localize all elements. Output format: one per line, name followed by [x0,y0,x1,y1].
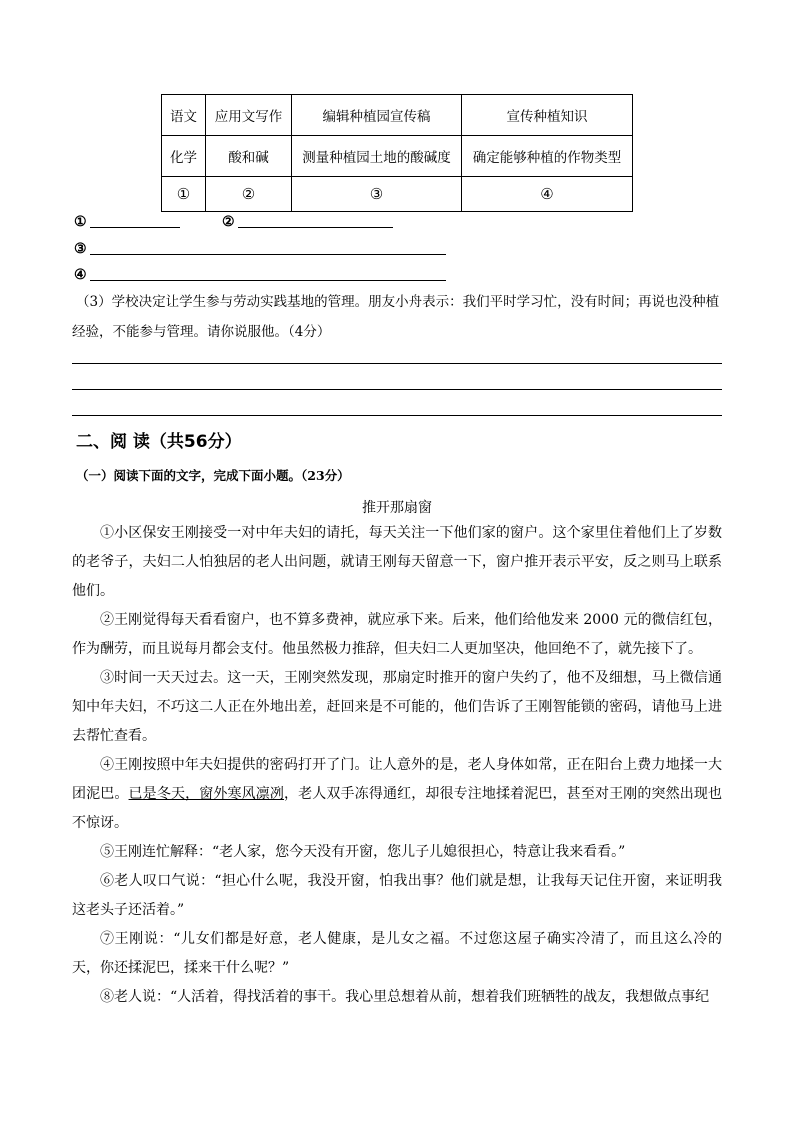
paragraph-4-start: ④王刚按照中年夫妇提供的密码打开了门。让人意外的是，老人身体如常，正在阳台上费力地揉一大团泥巴。 [72,757,722,802]
section-subtitle: （一）阅读下面的文字，完成下面小题。（23分） [76,468,350,483]
table-cell: 酸和碱 [206,136,292,177]
answer-line-1[interactable] [72,363,722,364]
table-cell: ① [162,177,206,212]
underlined-sentence: 已是冬天，窗外寒风凛冽 [128,786,285,802]
story-paragraph-4 [72,751,722,838]
story-paragraph-6: ⑥老人叹口气说：“担心什么呢，我没开窗，怕我出事？他们就是想，让我每天记住开窗，来证明我这老头子还活着。” [72,873,722,918]
story-paragraph-7: ⑦王刚说：“儿女们都是好意，老人健康，是儿女之福。不过您这屋子确实冷清了，而且这么冷的天，你还揉泥巴，揉来干什么呢？” [72,931,722,976]
story-paragraph-8: ⑧老人说：“人活着，得找活着的事干。我心里总想着从前，想着我们班牺牲的战友，我想做点事纪 [100,989,710,1005]
section-title: 二、阅 读（共56分） [76,432,242,452]
table-row [162,136,633,177]
answer-blank-3[interactable] [90,254,446,255]
answer-label-4: ④ [74,267,87,283]
table-cell: ④ [462,177,633,212]
answer-blank-4[interactable] [90,280,446,281]
answer-label-3: ③ [74,241,87,257]
story-paragraph-3: ③时间一天天过去。这一天，王刚突然发现，那扇定时推开的窗户失约了，他不及细想，马上微信通知中年夫妇，不巧这二人正在外地出差，赶回来是不可能的，他们告诉了王刚智能锁的密码，请他马上进去帮忙查看。 [72,670,722,744]
table-cell: 宣传种植知识 [462,95,633,136]
answer-label-2: ② [222,214,235,230]
table-cell: ③ [292,177,462,212]
curriculum-table [161,94,633,212]
paragraph-4-end: ，老人双手冻得通红，却很专注地揉着泥巴，甚至对王刚的突然出现也不惊讶。 [72,786,723,831]
answer-label-1: ① [74,214,87,230]
answer-line-3[interactable] [72,415,722,416]
table-cell: 语文 [162,95,206,136]
table-cell: 化学 [162,136,206,177]
table-cell: 编辑种植园宣传稿 [292,95,462,136]
table-cell: ② [206,177,292,212]
question-3-text: （3）学校决定让学生参与劳动实践基地的管理。朋友小舟表示：我们平时学习忙，没有时间；再说也没种植经验，不能参与管理。请你说服他。（4分） [72,294,720,340]
story-paragraph-2: ②王刚觉得每天看看窗户，也不算多费神，就应承下来。后来，他们给他发来 2000 元的微信红包，作为酬劳，而且说每月都会支付。他虽然极力推辞，但夫妇二人更加坚决，他回绝不了，就先接下了。 [72,612,722,657]
table-row [162,177,633,212]
story-paragraph-5: ⑤王刚连忙解释：“老人家，您今天没有开窗，您儿子儿媳很担心，特意让我来看看。” [100,844,626,860]
table-cell: 测量种植园土地的酸碱度 [292,136,462,177]
table-row [162,95,633,136]
story-paragraph-1: ①小区保安王刚接受一对中年夫妇的请托，每天关注一下他们家的窗户。这个家里住着他们上了岁数的老爷子，夫妇二人怕独居的老人出问题，就请王刚每天留意一下，窗户推开表示平安，反之则马上联系他们。 [72,525,722,599]
table-cell: 确定能够种植的作物类型 [462,136,633,177]
story-title: 推开那扇窗 [362,500,432,516]
answer-blank-1[interactable] [90,227,180,228]
answer-blank-2[interactable] [238,227,393,228]
answer-line-2[interactable] [72,389,722,390]
table-cell: 应用文写作 [206,95,292,136]
